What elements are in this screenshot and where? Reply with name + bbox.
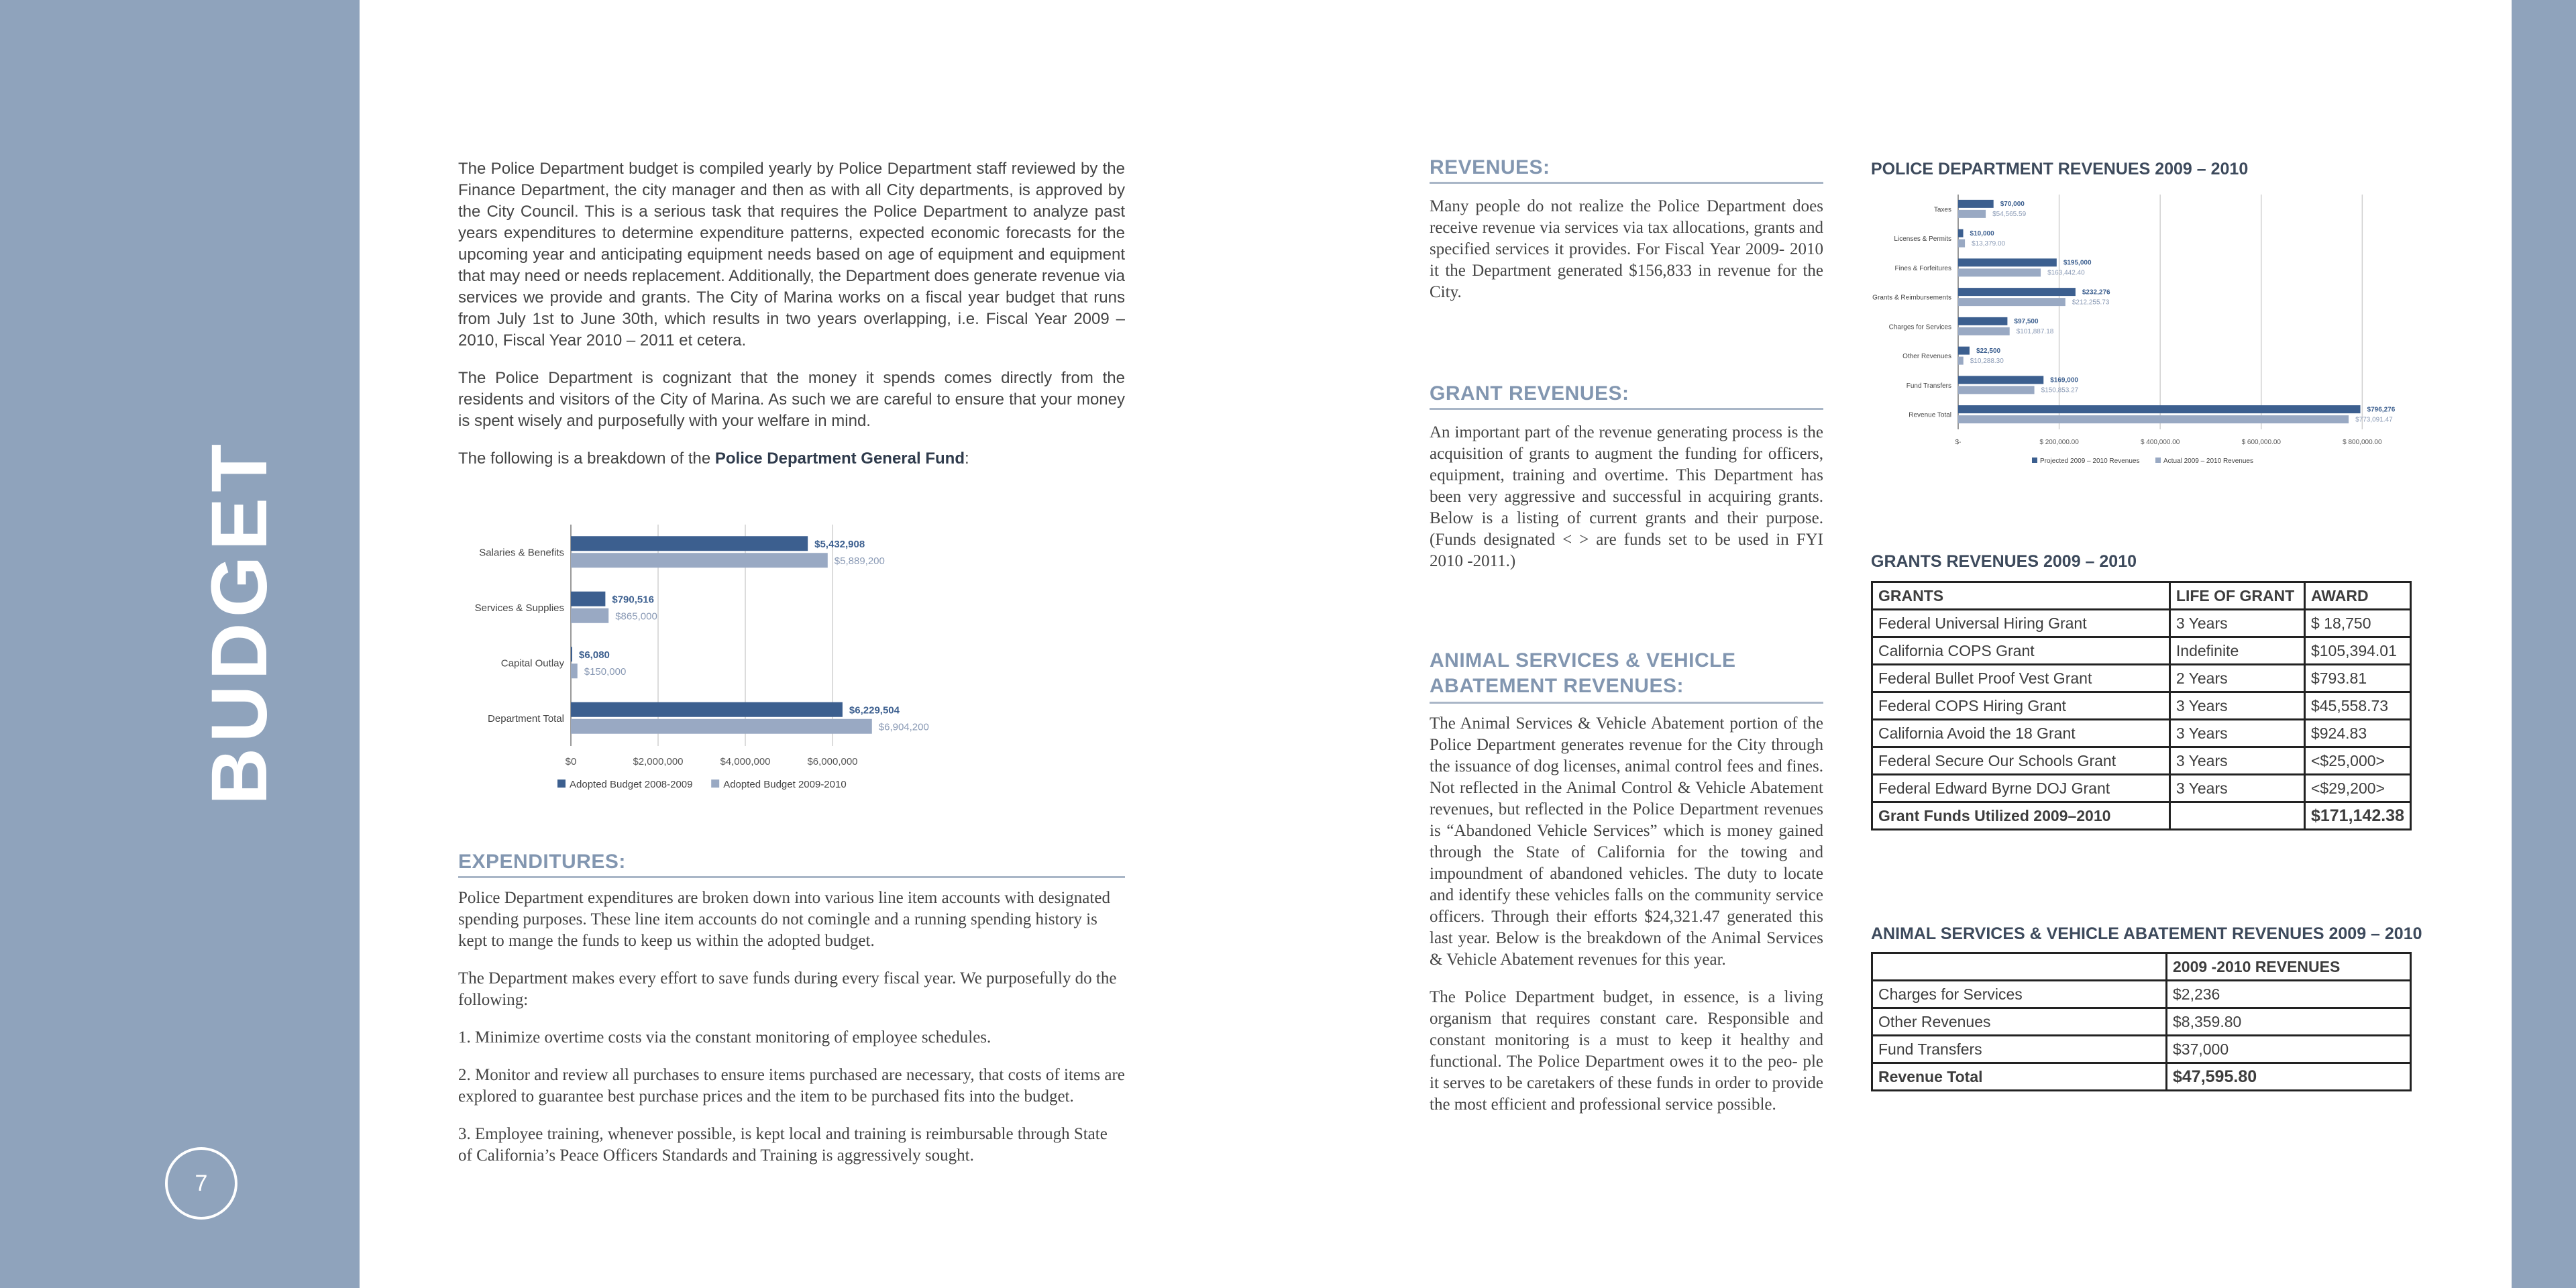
bar (1958, 258, 2057, 266)
grant-name-cell: Federal Universal Hiring Grant (1872, 610, 2170, 637)
legend-label: Actual 2009 – 2010 Revenues (2163, 458, 2253, 465)
data-label: $54,565.59 (1992, 211, 2027, 219)
life-of-grant-cell: 3 Years (2169, 747, 2304, 775)
bar (1958, 327, 2010, 335)
grant-name-cell: Federal COPS Hiring Grant (1872, 692, 2170, 720)
award-cell: $793.81 (2304, 665, 2410, 692)
legend-swatch (711, 780, 719, 788)
animal-table-blank-header (1872, 953, 2167, 981)
animal-services-table (1871, 952, 2412, 1091)
data-label: $796,276 (2367, 406, 2396, 414)
grants-column-header: GRANTS (1872, 582, 2170, 610)
animal-services-heading-line-2: ABATEMENT REVENUES: (1430, 675, 1684, 697)
data-label: $195,000 (2063, 259, 2092, 267)
category-label: Revenue Total (1909, 411, 1951, 419)
grants-total-value: $171,142.38 (2304, 802, 2410, 830)
left-side-band (0, 0, 360, 1288)
grants-table-row (1872, 775, 2411, 802)
life-of-grant-cell: Indefinite (2169, 637, 2304, 665)
legend-label: Adopted Budget 2008-2009 (570, 779, 693, 790)
animal-revenue-value-cell: $8,359.80 (2167, 1008, 2411, 1036)
life-of-grant-column-header: LIFE OF GRANT (2169, 582, 2304, 610)
animal-services-section (1430, 648, 1823, 1116)
animal-table-row (1872, 981, 2411, 1008)
animal-revenues-column-header: 2009 -2010 REVENUES (2167, 953, 2411, 981)
grant-revenues-section (1430, 382, 1823, 572)
bar (1958, 298, 2065, 306)
bar (571, 702, 843, 717)
legend-swatch (2155, 458, 2161, 463)
general-fund-chart (458, 517, 941, 825)
grants-total-empty-cell (2169, 802, 2304, 830)
revenues-heading: REVENUES: (1430, 156, 1823, 184)
x-tick-label: $ 400,000.00 (2140, 439, 2180, 446)
revenues-chart (1871, 186, 2414, 495)
expenditures-item-1: 1. Minimize overtime costs via the constant monitoring of employee schedules. (458, 1028, 991, 1046)
x-tick-label: $2,000,000 (633, 756, 684, 767)
intro-paragraph-1: The Police Department budget is compiled yearly by Police Department staff reviewed by the Finance Department, the city manager and then as with all City departments, is approved by the City Council. This is a serious task that requires the Police Department to analyze past years expenditures to determine expenditure patterns, expected economic forecasts for the upcoming year and anticipating equipment needs based on age of equipment and equipment that may need or needs replacement. Additionally, the Department does generate revenue via services we provide and grants. The City of Marina works on a fiscal year budget that runs from July 1st to June 30th, which results in two years overlapping, i.e. Fiscal Year 2009 – 2010, Fiscal Year 2010 – 2011 et cetera. (458, 160, 1125, 350)
data-label: $22,500 (1976, 347, 2001, 355)
data-label: $790,516 (612, 594, 654, 606)
revenues-chart-title: POLICE DEPARTMENT REVENUES 2009 – 2010 (1871, 160, 2249, 178)
right-side-band (2512, 0, 2576, 1288)
grants-table-row (1872, 720, 2411, 747)
bar (1958, 210, 1986, 218)
data-label: $232,276 (2082, 288, 2110, 297)
page-number-text: 7 (195, 1170, 208, 1196)
grant-name-cell: Federal Bullet Proof Vest Grant (1872, 665, 2170, 692)
category-label: Fund Transfers (1906, 382, 1951, 390)
grants-total-row (1872, 802, 2411, 830)
animal-revenue-source-cell: Other Revenues (1872, 1008, 2167, 1036)
award-cell: $105,394.01 (2304, 637, 2410, 665)
category-label: Taxes (1933, 206, 1951, 214)
data-label: $150,853.27 (2041, 386, 2079, 394)
data-label: $5,889,200 (834, 555, 885, 567)
animal-total-label: Revenue Total (1872, 1063, 2167, 1091)
animal-table-title: ANIMAL SERVICES & VEHICLE ABATEMENT REVENUES 2009 – 2010 (1871, 924, 2422, 943)
section-title: BUDGET (195, 438, 284, 805)
life-of-grant-cell: 3 Years (2169, 610, 2304, 637)
page-number (165, 1147, 237, 1220)
expenditures-item-2: 2. Monitor and review all purchases to ensure items purchased are necessary, that costs of items are explored to guarantee best purchase prices and the item to be purchased fits into the budget. (458, 1066, 1125, 1106)
data-label: $865,000 (615, 610, 657, 623)
animal-revenue-source-cell: Charges for Services (1872, 981, 2167, 1008)
data-label: $212,255.73 (2072, 299, 2110, 307)
bar (571, 536, 808, 551)
expenditures-item-3: 3. Employee training, whenever possible, is kept local and training is reimbursable through State of California’s Peace Officers Standards and Training is aggressively sought. (458, 1125, 1108, 1165)
animal-revenue-source-cell: Fund Transfers (1872, 1036, 2167, 1063)
intro-section (458, 158, 1125, 470)
life-of-grant-cell: 2 Years (2169, 665, 2304, 692)
award-cell: $924.83 (2304, 720, 2410, 747)
bar (1958, 229, 1964, 237)
intro-paragraph-2: The Police Department is cognizant that the money it spends comes directly from the residents and visitors of the City of Marina. As such we are careful to ensure that your money is spent wisely and purposefully with your welfare in mind. (458, 369, 1125, 430)
bar (1958, 347, 1970, 355)
x-tick-label: $ 800,000.00 (2343, 439, 2382, 446)
grants-table-row (1872, 637, 2411, 665)
general-fund-label: Police Department General Fund (714, 449, 965, 468)
data-label: $5,432,908 (814, 538, 865, 550)
data-label: $10,288.30 (1970, 357, 2004, 365)
award-cell: <$29,200> (2304, 775, 2410, 802)
animal-table-header-row (1872, 953, 2411, 981)
x-tick-label: $ 600,000.00 (2241, 439, 2281, 446)
expenditures-section (458, 851, 1125, 1167)
intro-paragraph-3-prefix: The following is a breakdown of the (458, 449, 715, 468)
grant-revenues-paragraph: An important part of the revenue generating process is the acquisition of grants to augment the funding for officers, equipment, training and overtime. This Department has been very aggressive and successful in acquiring grants. Below is a listing of current grants and their purpose. (Funds designated < > are funds set to be used in FYI 2010 -2011.) (1430, 423, 1823, 570)
expenditures-paragraph-1: Police Department expenditures are broken down into various line item accounts with designated spending purposes. These line item accounts do not comingle and a running spending history is kept to mange the funds to keep us within the adopted budget. (458, 889, 1110, 950)
bar (1958, 376, 2043, 384)
x-tick-label: $- (1955, 439, 1962, 446)
category-label: Licenses & Permits (1894, 235, 1951, 244)
grants-table-row (1872, 692, 2411, 720)
category-label: Department Total (488, 713, 564, 724)
grant-name-cell: Federal Edward Byrne DOJ Grant (1872, 775, 2170, 802)
bar (1958, 317, 2007, 325)
grants-table-row (1872, 610, 2411, 637)
category-label: Salaries & Benefits (479, 547, 564, 559)
data-label: $6,080 (579, 649, 610, 661)
bar (571, 647, 572, 661)
data-label: $13,379.00 (1972, 239, 2006, 248)
data-label: $150,000 (584, 665, 627, 678)
x-tick-label: $6,000,000 (807, 756, 858, 767)
grants-table-header-row (1872, 582, 2411, 610)
animal-services-paragraph-2: The Police Department budget, in essence, is a living organism that requires constant care. Responsible and constant monitoring is a must to keep it healthy and functional. The Police Department owes it to the peo- ple it serves to be caretakers of these funds in order to provide the most efficient and professional service possible. (1430, 988, 1823, 1114)
intro-paragraph-3 (458, 448, 1125, 470)
bar (1958, 405, 2361, 413)
award-cell: $ 18,750 (2304, 610, 2410, 637)
category-label: Charges for Services (1888, 323, 1951, 331)
grant-name-cell: California Avoid the 18 Grant (1872, 720, 2170, 747)
data-label: $6,229,504 (849, 704, 900, 716)
x-tick-label: $ 200,000.00 (2039, 439, 2079, 446)
animal-total-value: $47,595.80 (2167, 1063, 2411, 1091)
bar (1958, 288, 2076, 296)
animal-total-row (1872, 1063, 2411, 1091)
life-of-grant-cell: 3 Years (2169, 775, 2304, 802)
animal-revenue-value-cell: $2,236 (2167, 981, 2411, 1008)
award-column-header: AWARD (2304, 582, 2410, 610)
bar (571, 719, 872, 734)
animal-table-row (1872, 1008, 2411, 1036)
legend-swatch (2032, 458, 2037, 463)
grants-table-title: GRANTS REVENUES 2009 – 2010 (1871, 552, 2137, 571)
bar (1958, 415, 2349, 423)
life-of-grant-cell: 3 Years (2169, 692, 2304, 720)
category-label: Capital Outlay (500, 657, 564, 669)
bar (571, 663, 578, 678)
bar (1958, 357, 1964, 365)
bar (1958, 200, 1994, 208)
bar (571, 608, 608, 623)
award-cell: <$25,000> (2304, 747, 2410, 775)
grants-table-row (1872, 665, 2411, 692)
expenditures-paragraph-2: The Department makes every effort to save funds during every fiscal year. We purposefully do the following: (458, 969, 1117, 1009)
animal-table-row (1872, 1036, 2411, 1063)
category-label: Fines & Forfeitures (1894, 264, 1951, 272)
revenues-section (1430, 156, 1823, 303)
data-label: $6,904,200 (878, 721, 929, 733)
data-label: $101,887.18 (2016, 328, 2054, 336)
grant-name-cell: California COPS Grant (1872, 637, 2170, 665)
data-label: $70,000 (2000, 201, 2025, 209)
animal-services-paragraph-1: The Animal Services & Vehicle Abatement portion of the Police Department generates revenue for the City through the issuance of dog licenses, animal control fees and fines. Not reflected in the Animal Control & Vehicle Abatement revenues, but reflected in the Police Department revenues is “Abandoned Vehicle Services” which is money gained through the State of California for the towing and impoundment of abandoned vehicles. The duty to locate and identify these vehicles falls on the community service officers. Through their efforts $24,321.47 generated this last year. Below is the breakdown of the Animal Services & Vehicle Abatement revenues for this year. (1430, 714, 1823, 969)
category-label: Grants & Reimbursements (1872, 294, 1951, 302)
animal-revenue-value-cell: $37,000 (2167, 1036, 2411, 1063)
revenues-paragraph: Many people do not realize the Police Department does receive revenue via services via tax allocations, grants and specified services it provides. For Fiscal Year 2009- 2010 it the Department generated $156,833 in revenue for the City. (1430, 197, 1823, 301)
bar (1958, 239, 1965, 248)
animal-services-heading (1430, 648, 1823, 704)
x-tick-label: $0 (565, 756, 577, 767)
bar (571, 592, 605, 606)
bar (571, 553, 828, 568)
intro-paragraph-3-suffix: : (964, 449, 969, 468)
legend-label: Adopted Budget 2009-2010 (723, 779, 847, 790)
grants-table-row (1872, 747, 2411, 775)
award-cell: $45,558.73 (2304, 692, 2410, 720)
data-label: $163,442.40 (2047, 269, 2085, 277)
data-label: $10,000 (1970, 229, 1994, 237)
grant-revenues-heading: GRANT REVENUES: (1430, 382, 1823, 410)
legend-swatch (557, 780, 566, 788)
expenditures-heading: EXPENDITURES: (458, 851, 1125, 878)
grants-table (1871, 581, 2412, 830)
life-of-grant-cell: 3 Years (2169, 720, 2304, 747)
bar (1958, 386, 2035, 394)
data-label: $169,000 (2050, 376, 2078, 384)
category-label: Services & Supplies (474, 602, 564, 614)
data-label: $773,091.47 (2355, 416, 2393, 424)
data-label: $97,500 (2014, 318, 2039, 326)
x-tick-label: $4,000,000 (720, 756, 771, 767)
grants-total-label: Grant Funds Utilized 2009–2010 (1872, 802, 2170, 830)
animal-services-heading-line-1: ANIMAL SERVICES & VEHICLE (1430, 649, 1736, 672)
category-label: Other Revenues (1902, 353, 1951, 361)
grant-name-cell: Federal Secure Our Schools Grant (1872, 747, 2170, 775)
bar (1958, 268, 2041, 276)
legend-label: Projected 2009 – 2010 Revenues (2040, 458, 2140, 465)
